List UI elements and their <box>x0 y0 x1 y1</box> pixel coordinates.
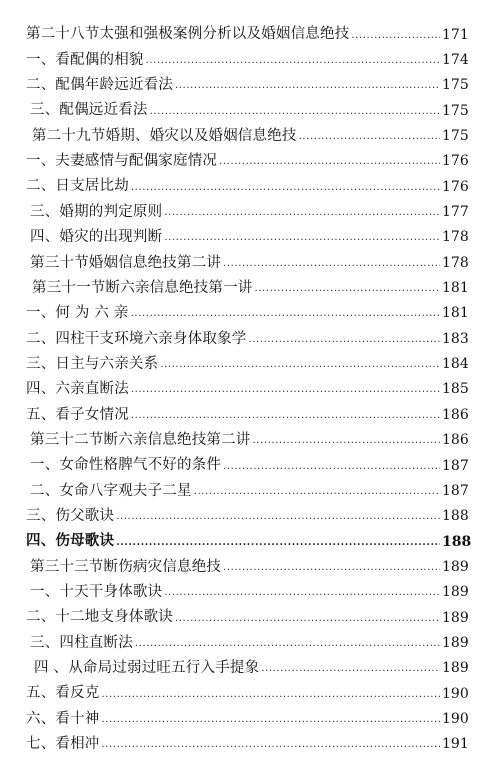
toc-dot-leader <box>102 710 441 728</box>
toc-dot-leader <box>253 431 441 449</box>
toc-entry-title: 四、伤母歌诀 <box>26 532 115 550</box>
toc-entry-title: 一、女命性格脾气不好的条件 <box>30 457 222 474</box>
toc-entry-page-number: 175 <box>442 77 469 94</box>
toc-entry-page-number: 189 <box>442 634 469 651</box>
toc-entry-title: 六、看十神 <box>26 710 100 727</box>
toc-dot-leader <box>135 634 440 652</box>
toc-entry[interactable] <box>0 428 500 453</box>
toc-dot-leader <box>194 482 440 500</box>
toc-dot-leader <box>219 152 440 170</box>
toc-dot-leader <box>164 228 440 246</box>
toc-dot-leader <box>223 558 440 576</box>
toc-dot-leader <box>299 127 440 145</box>
toc-entry[interactable] <box>0 98 500 123</box>
toc-entry[interactable] <box>0 326 500 351</box>
toc-dot-leader <box>164 583 440 601</box>
toc-entry[interactable] <box>0 478 500 503</box>
toc-entry-page-number: 185 <box>442 381 469 398</box>
toc-entry-title: 四、六亲直断法 <box>26 381 129 398</box>
toc-entry[interactable] <box>0 225 500 250</box>
toc-dot-leader <box>164 203 440 221</box>
toc-entry-page-number: 187 <box>442 482 469 499</box>
toc-entry-page-number: 189 <box>442 584 469 601</box>
toc-entry-page-number: 184 <box>442 356 469 373</box>
toc-entry-page-number: 189 <box>442 660 469 677</box>
toc-entry-page-number: 178 <box>442 229 469 246</box>
toc-entry-page-number: 189 <box>442 609 469 626</box>
toc-dot-leader <box>175 609 440 627</box>
toc-entry[interactable] <box>0 377 500 402</box>
toc-entry[interactable] <box>0 73 500 98</box>
toc-entry-page-number: 175 <box>442 102 469 119</box>
toc-entry[interactable] <box>0 605 500 630</box>
toc-entry-page-number: 190 <box>442 685 469 702</box>
toc-entry-title: 一、夫妻感情与配偶家庭情况 <box>26 153 218 170</box>
toc-entry-page-number: 181 <box>442 305 469 322</box>
toc-entry-title: 二、十二地支身体歌诀 <box>26 609 173 626</box>
toc-entry-title: 第三十三节断伤病灾信息绝技 <box>30 558 222 575</box>
toc-entry[interactable] <box>0 351 500 376</box>
toc-entry-title: 一、十天干身体歌诀 <box>30 583 163 600</box>
toc-entry[interactable] <box>0 630 500 655</box>
toc-entry-title: 三、伤父歌诀 <box>26 507 115 524</box>
toc-entry-title: 第二十九节婚期、婚灾以及婚姻信息绝技 <box>32 127 297 144</box>
toc-entry-page-number: 189 <box>442 558 469 575</box>
toc-entry-title: 二、日支居比劫 <box>26 178 129 195</box>
toc-entry-page-number: 178 <box>442 254 469 271</box>
toc-dot-leader <box>102 735 441 753</box>
toc-entry-title: 第三十节婚姻信息绝技第二讲 <box>30 254 222 271</box>
toc-entry-page-number: 174 <box>442 52 469 69</box>
toc-dot-leader <box>261 659 440 677</box>
toc-dot-leader <box>146 51 440 69</box>
toc-dot-leader <box>102 685 441 703</box>
toc-entry-title: 三、四柱直断法 <box>30 634 133 651</box>
toc-entry[interactable] <box>0 174 500 199</box>
toc-entry[interactable] <box>0 123 500 148</box>
toc-entry-page-number: 176 <box>442 153 469 170</box>
toc-entry-page-number: 171 <box>442 26 469 43</box>
toc-entry-title: 四、婚灾的出现判断 <box>30 229 163 246</box>
toc-entry[interactable] <box>0 732 500 757</box>
toc-dot-leader <box>255 279 441 297</box>
toc-entry-title: 第二十八节太强和强极案例分析以及婚姻信息绝技 <box>26 26 350 43</box>
toc-entry-page-number: 188 <box>442 508 469 525</box>
toc-dot-leader <box>351 26 440 44</box>
toc-entry-page-number: 183 <box>442 330 469 347</box>
toc-dot-leader <box>249 330 441 348</box>
toc-dot-leader <box>131 304 440 322</box>
toc-entry[interactable] <box>0 22 500 47</box>
toc-dot-leader <box>131 406 440 424</box>
toc-entry-title: 二、女命八字观夫子二星 <box>30 482 192 499</box>
toc-entry[interactable] <box>0 453 500 478</box>
table-of-contents <box>0 22 500 757</box>
toc-entry[interactable] <box>0 402 500 427</box>
toc-entry[interactable] <box>0 47 500 72</box>
toc-entry-page-number: 181 <box>442 280 469 297</box>
toc-entry-title: 三、配偶远近看法 <box>30 102 148 119</box>
toc-entry[interactable] <box>0 580 500 605</box>
toc-entry[interactable] <box>0 504 500 529</box>
toc-dot-leader <box>116 533 440 551</box>
toc-entry-page-number: 177 <box>442 204 469 221</box>
toc-entry-title: 三、日主与六亲关系 <box>26 355 159 372</box>
toc-dot-leader <box>160 355 440 373</box>
toc-entry[interactable] <box>0 554 500 579</box>
toc-entry[interactable] <box>0 529 500 554</box>
toc-entry-title: 三、婚期的判定原则 <box>30 203 163 220</box>
toc-entry-title: 七、看相冲 <box>26 736 100 753</box>
toc-entry-title: 第三十二节断六亲信息绝技第二讲 <box>30 431 251 448</box>
toc-entry-page-number: 188 <box>442 533 472 550</box>
toc-entry[interactable] <box>0 706 500 731</box>
toc-dot-leader <box>223 254 440 272</box>
toc-entry[interactable] <box>0 199 500 224</box>
toc-dot-leader <box>150 102 440 120</box>
toc-entry[interactable] <box>0 250 500 275</box>
toc-dot-leader <box>175 76 440 94</box>
toc-entry-title: 第三十一节断六亲信息绝技第一讲 <box>32 279 253 296</box>
toc-entry-title: 二、四柱干支环境六亲身体取象学 <box>26 330 247 347</box>
toc-entry[interactable] <box>0 275 500 300</box>
toc-entry-title: 二、配偶年龄远近看法 <box>26 77 173 94</box>
toc-entry-page-number: 190 <box>442 710 469 727</box>
toc-entry-title: 一、看配偶的相貌 <box>26 51 144 68</box>
toc-entry-title: 一、何 为 六 亲 <box>26 305 129 322</box>
toc-dot-leader <box>223 457 440 475</box>
toc-entry-title: 五、看子女情况 <box>26 406 129 423</box>
toc-entry-title: 五、看反克 <box>26 685 100 702</box>
toc-dot-leader <box>131 380 440 398</box>
toc-entry-page-number: 186 <box>442 406 469 423</box>
toc-entry[interactable] <box>0 656 500 681</box>
toc-entry-page-number: 187 <box>442 457 469 474</box>
toc-entry[interactable] <box>0 681 500 706</box>
toc-dot-leader <box>131 178 440 196</box>
toc-dot-leader <box>116 507 440 525</box>
toc-entry-page-number: 175 <box>442 128 469 145</box>
toc-entry[interactable] <box>0 149 500 174</box>
toc-entry-page-number: 191 <box>442 736 469 753</box>
toc-entry-title: 四 、从命局过弱过旺五行入手提象 <box>34 660 260 677</box>
toc-entry-page-number: 186 <box>442 432 469 449</box>
toc-entry[interactable] <box>0 301 500 326</box>
toc-entry-page-number: 176 <box>442 178 469 195</box>
